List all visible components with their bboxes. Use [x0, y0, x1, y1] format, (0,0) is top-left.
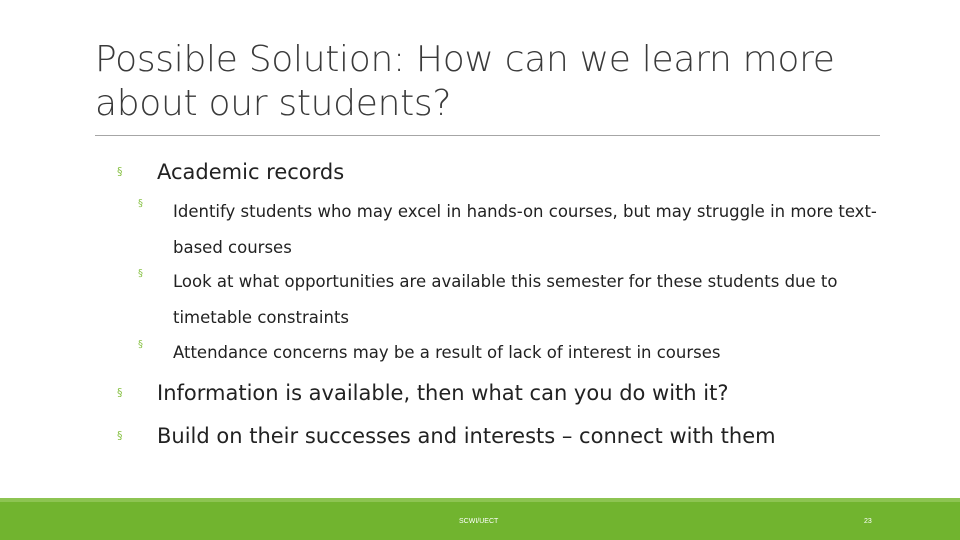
- sub-bullet-text: Identify students who may excel in hands-on courses, but may struggle in more text-based courses: [173, 202, 877, 257]
- square-bullet-icon: §: [138, 198, 143, 209]
- square-bullet-icon: §: [117, 386, 123, 399]
- bullet-text: Build on their successes and interests – connect with them: [157, 424, 776, 448]
- slide-title: Possible Solution: How can we learn more about our students?: [95, 39, 835, 124]
- sub-bullet-text: Attendance concerns may be a result of lack of interest in courses: [173, 343, 721, 362]
- slide-number: 23: [864, 518, 872, 525]
- square-bullet-icon: §: [138, 268, 143, 279]
- square-bullet-icon: §: [138, 339, 143, 350]
- bullet-text: Academic records: [157, 160, 345, 184]
- footer-accent-strip: [0, 498, 960, 502]
- footer-label: SCWI/UECT: [459, 518, 499, 525]
- sub-bullet-text: Look at what opportunities are available this semester for these students due to timetable constraints: [173, 272, 838, 327]
- bullet-text: Information is available, then what can you do with it?: [157, 381, 729, 405]
- square-bullet-icon: §: [117, 165, 123, 178]
- square-bullet-icon: §: [117, 429, 123, 442]
